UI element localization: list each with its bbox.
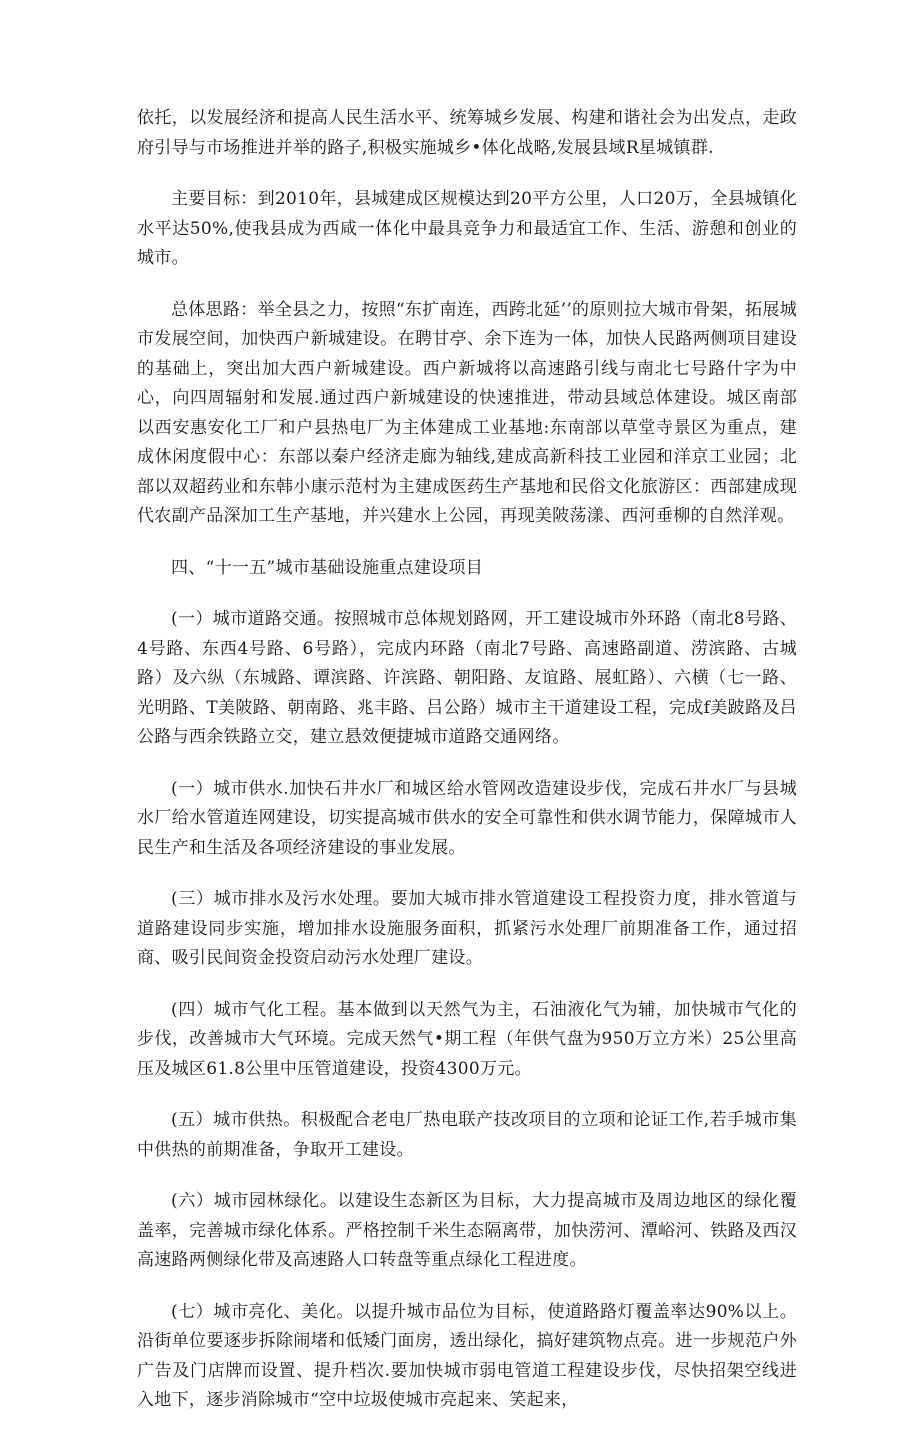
document-body — [137, 104, 797, 1438]
paragraph-lighting: (七）城市亮化、美化。以提升城市品位为目标，使道路路灯覆盖率达90%以上。沿街单位要逐步拆除闹堵和低矮门面房，透出绿化，搞好建筑物点亮。进一步规范户外广告及门店牌而设置、提升档次.要加快城市弱电管道工程建设步伐，尽快招架空线进入地下，逐步消除城市“空中垃圾使城市亮起来、笑起来， — [137, 1301, 797, 1410]
paragraph-main-goals: 主要目标：到2010年，县城建成区规模达到20平方公里，人口20万，全县城镇化水平达50%,使我县成为西咸一体化中最具竞争力和最适宜工作、生活、游憩和创业的城市。 — [137, 189, 797, 268]
paragraph-heating: (五）城市供热。积极配合老电厂热电联产技改项目的立项和论证工作,若手城市集中供热的前期准备，争取开工建设。 — [137, 1110, 797, 1160]
section-heading-four: 四、“十一五”城市基础设施重点建设项目 — [171, 557, 484, 578]
paragraph-roads: (一）城市道路交通。按照城市总体规划路网，开工建设城市外环路（南北8号路、4号路、东西4号路、6号路），完成内环路（南北7号路、高速路副道、涝滨路、古城路）及六纵（东城路、谭滨路、许滨路、朝阳路、友谊路、展虹路）、六横（七一路、光明路、T美陂路、朝南路、兆丰路、吕公路）城市主干道建设工程，完成f美跛路及吕公路与西余铁路立交，建立悬效便捷城市道路交通网络。 — [137, 609, 797, 747]
paragraph-gas: (四）城市气化工程。基本做到以天然气为主，石油液化气为辅，加快城市气化的步伐，改善城市大气环境。完成天然气•期工程（年供气盘为950万立方米）25公里高压及城区61.8公里中压管道建设，投资4300万元。 — [137, 999, 797, 1079]
paragraph-intro-continued: 依托，以发展经济和提高人民生活水平、统筹城乡发展、构建和谐社会为出发点，走政府引导与市场推进并举的路子,积极实施城乡•体化战略,发展县域R星城镇群. — [137, 108, 797, 158]
paragraph-drainage: (三）城市排水及污水处理。要加大城市排水管道建设工程投资力度，排水管道与道路建设同步实施，增加排水设施服务面积，抓紧污水处理厂前期准备工作，通过招商、吸引民间资金投资启动污水处理厂建设。 — [137, 889, 797, 968]
paragraph-greening: (六）城市园林绿化。以建设生态新区为目标，大力提高城市及周边地区的绿化覆盖率，完善城市绿化体系。严格控制千米生态隔离带，加快涝河、潭峪河、铁路及西汉高速路两侧绿化带及高速路人口转盘等重点绿化工程进度。 — [137, 1191, 797, 1270]
paragraph-water-supply: (一）城市供水.加快石井水厂和城区给水管网改造建设步伐，完成石井水厂与县城水厂给水管道连网建设，切实提高城市供水的安全可靠性和供水调节能力，保障城市人民生产和生活及各项经济建设的事业发展。 — [137, 778, 797, 858]
paragraph-overall-approach: 总体思路：举全县之力，按照“东扩南连，西跨北延’’的原则拉大城市骨架，拓展城市发展空间，加快西户新城建设。在聘甘亭、余下连为一体，加快人民路两侧项目建设的基础上，突出加大西户新城建设。西户新城将以高速路引线与南北七号路什字为中心，向四周辐射和发展.通过西户新城建设的快速推进，带动县域总体建设。城区南部以西安惠安化工厂和户县热电厂为主体建成工业基地:东南部以草堂寺景区为重点，建成休闲度假中心：东部以秦户经济走廊为轴线,建成高新科技工业园和洋京工业园；北部以双超药业和东韩小康示范村为主建成医药生产基地和民俗文化旅游区：西部建成现代农副产品深加工生产基地，并兴建水上公园，再现美陂荡漾、西河垂柳的自然洋观。 — [137, 299, 797, 526]
